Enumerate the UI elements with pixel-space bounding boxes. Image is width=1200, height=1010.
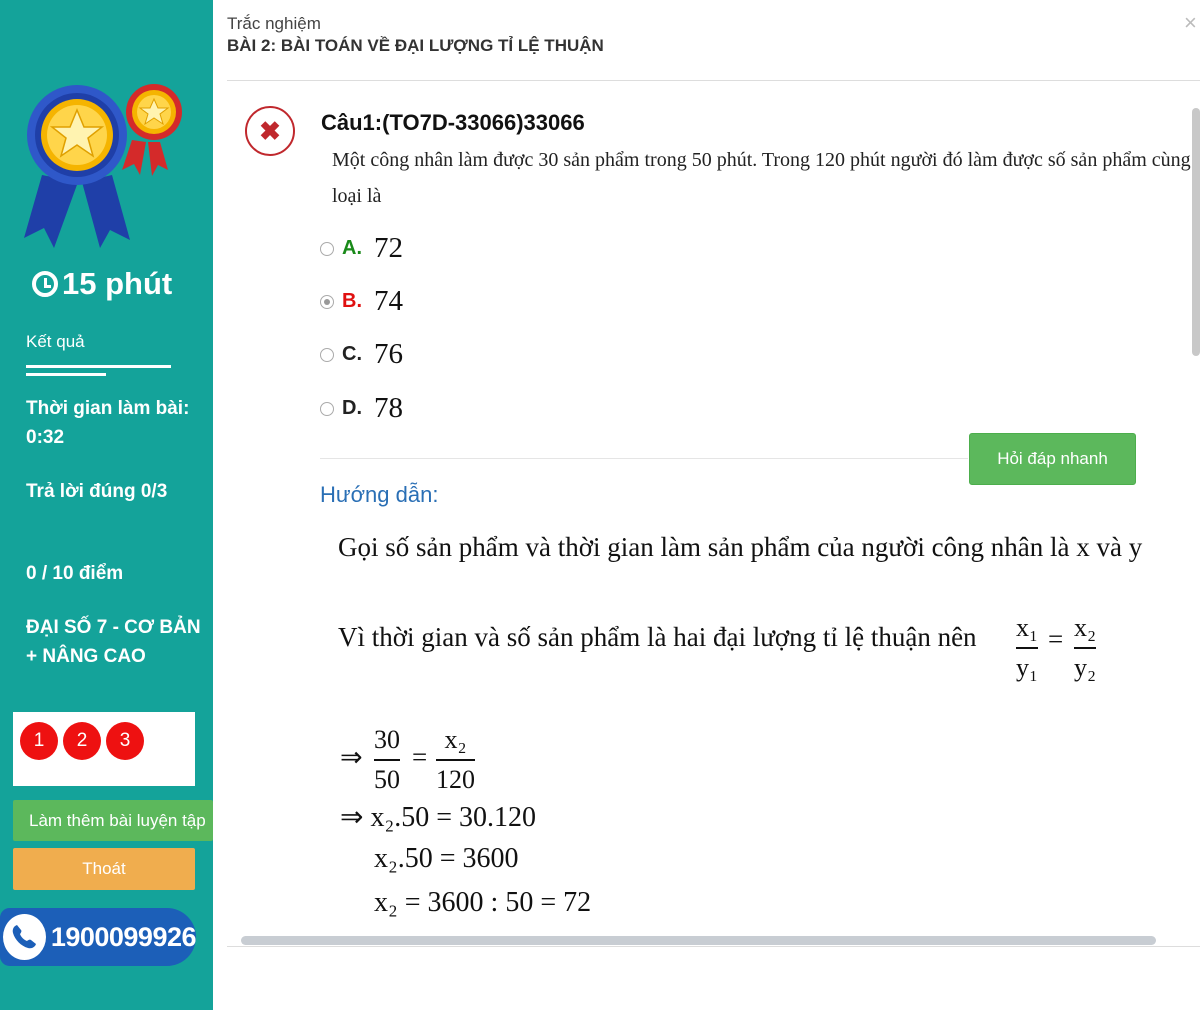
option-a-value: 72	[374, 232, 403, 264]
exit-button[interactable]: Thoát	[13, 848, 195, 890]
step1-numerator-2: x₂	[444, 725, 467, 754]
step-3: x₂.50 = 3600	[374, 843, 519, 874]
step1-equals: =	[412, 742, 428, 772]
option-d[interactable]	[320, 392, 403, 425]
option-c-letter: C.	[342, 343, 362, 365]
vertical-scrollbar[interactable]	[1192, 108, 1200, 356]
practice-more-button[interactable]: Làm thêm bài luyện tập	[13, 800, 213, 841]
question-id: Câu1:(TO7D-33066)33066	[321, 110, 585, 135]
step1-denominator-1: 50	[374, 765, 400, 794]
ratio-equals: =	[1048, 624, 1064, 654]
time-spent: Thời gian làm bài: 0:32	[26, 398, 190, 448]
hotline-number: 1900099926	[50, 921, 196, 952]
award-ribbons-icon	[22, 80, 192, 250]
course-name: ĐẠI SỐ 7 - CƠ BẢN + NÂNG CAO	[26, 617, 201, 667]
ratio-fraction-2	[1074, 612, 1096, 684]
option-a[interactable]	[320, 232, 403, 265]
option-b-radio[interactable]	[320, 295, 334, 309]
step1-fraction-2	[436, 724, 475, 796]
guide-line-2: Vì thời gian và số sản phẩm là hai đại lượng tỉ lệ thuận nên	[338, 622, 977, 652]
option-b-letter: B.	[342, 290, 362, 312]
step1-numerator-1: 30	[374, 725, 400, 754]
option-c[interactable]	[320, 338, 403, 371]
wrong-x-icon: ✖	[245, 106, 295, 156]
horizontal-scrollbar[interactable]	[241, 936, 1156, 945]
correct-count: Trả lời đúng 0/3	[26, 481, 168, 502]
option-b-value: 74	[374, 285, 403, 317]
phone-icon	[0, 911, 49, 963]
question-number-3[interactable]: 3	[106, 722, 144, 760]
ratio-numerator-1: x₁	[1016, 613, 1039, 642]
result-label: Kết quả	[26, 332, 85, 351]
ratio-denominator-2: y₂	[1074, 653, 1097, 682]
question-number-2[interactable]: 2	[63, 722, 101, 760]
ratio-denominator-1: y₁	[1016, 653, 1039, 682]
clock-icon	[32, 271, 58, 297]
options-divider	[320, 458, 968, 459]
option-d-value: 78	[374, 392, 403, 424]
step1-denominator-2: 120	[436, 765, 475, 794]
hotline-banner[interactable]	[0, 908, 196, 966]
score: 0 / 10 điểm	[26, 563, 124, 584]
timer-value: 15 phút	[62, 266, 173, 301]
question-navigator	[13, 712, 195, 786]
lesson-title: BÀI 2: BÀI TOÁN VỀ ĐẠI LƯỢNG TỈ LỆ THUẬN	[227, 36, 604, 55]
step-2: ⇒ x₂.50 = 30.120	[340, 802, 537, 833]
step1-fraction-1	[374, 724, 400, 796]
option-c-radio[interactable]	[320, 348, 334, 362]
guide-line-1: Gọi số sản phẩm và thời gian làm sản phẩm của người công nhân là x và y	[338, 532, 1143, 562]
close-icon[interactable]: ×	[1184, 10, 1197, 35]
quick-ask-button[interactable]: Hỏi đáp nhanh	[969, 433, 1136, 485]
step-4: x₂ = 3600 : 50 = 72	[374, 887, 592, 918]
result-divider-short	[26, 373, 106, 376]
option-a-radio[interactable]	[320, 242, 334, 256]
header-divider	[227, 80, 1200, 81]
option-a-letter: A.	[342, 237, 362, 259]
ratio-numerator-2: x₂	[1074, 613, 1097, 642]
ratio-fraction-1	[1016, 612, 1038, 684]
breadcrumb-subtitle: Trắc nghiệm	[227, 14, 321, 33]
horizontal-scroll-track	[227, 946, 1200, 947]
question-number-1[interactable]: 1	[20, 722, 58, 760]
option-d-radio[interactable]	[320, 402, 334, 416]
timer	[32, 266, 172, 302]
step1-arrow: ⇒	[340, 742, 363, 772]
option-b[interactable]	[320, 285, 403, 318]
question-text: Một công nhân làm được 30 sản phẩm trong 50 phút. Trong 120 phút người đó làm được số sản phẩm cùng loại là	[332, 149, 1191, 207]
result-divider	[26, 365, 171, 368]
sidebar	[0, 0, 213, 1010]
guide-label: Hướng dẫn:	[320, 482, 439, 507]
option-d-letter: D.	[342, 397, 362, 419]
option-c-value: 76	[374, 338, 403, 370]
